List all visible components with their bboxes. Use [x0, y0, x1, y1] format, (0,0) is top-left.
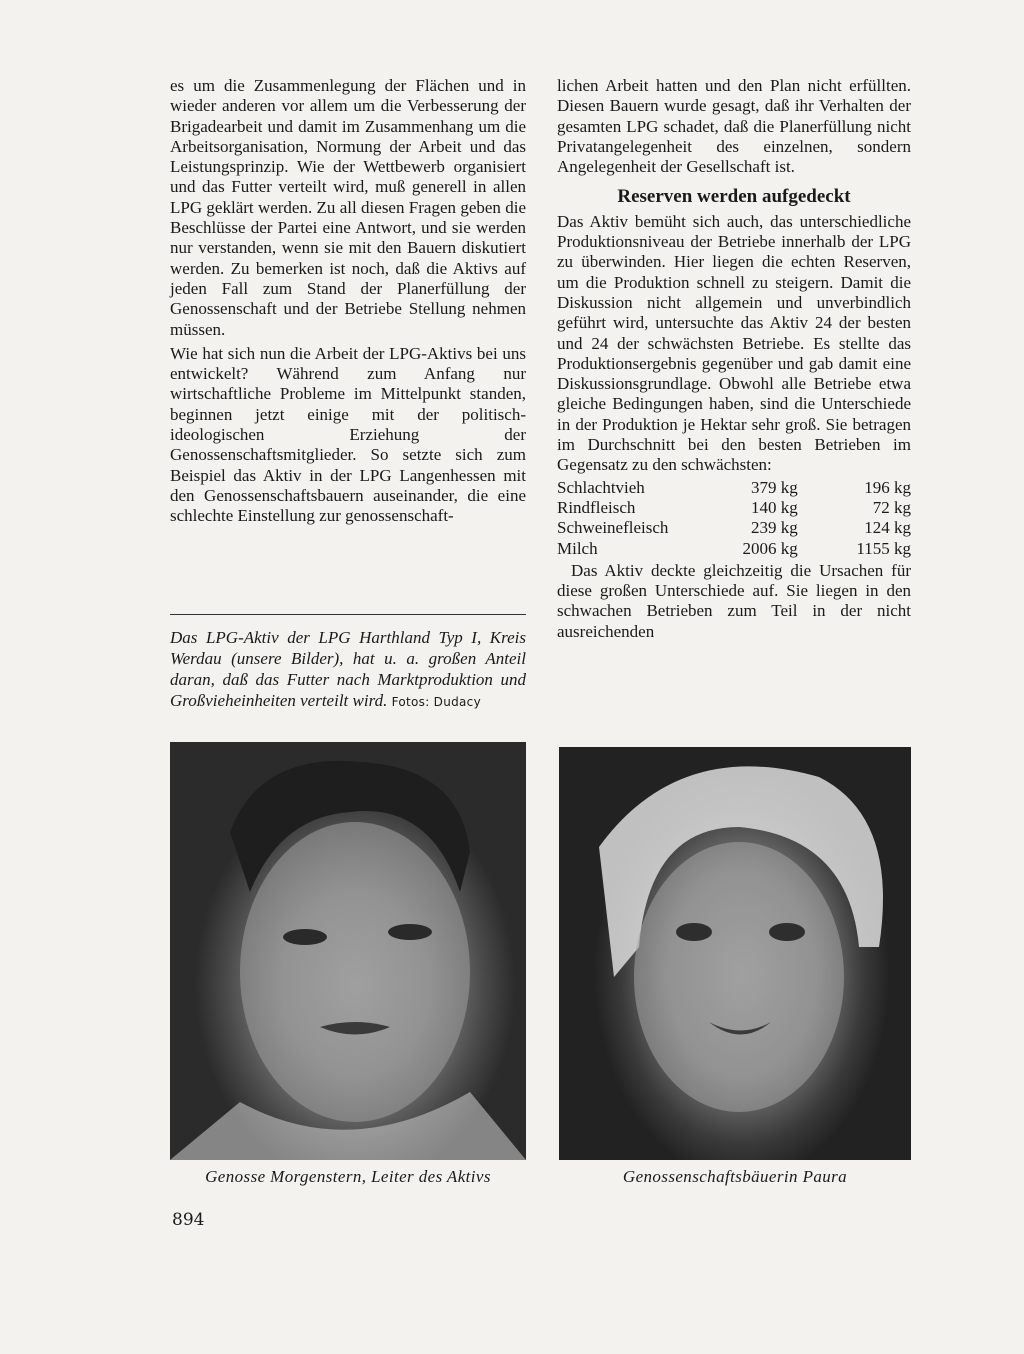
table-item: Schlachtvieh: [557, 477, 645, 497]
production-table: [557, 478, 911, 559]
right-paragraph-3: Das Aktiv deckte gleichzeitig die Ursachen für diese großen Unterschiede auf. Sie liegen in den schwachen Betrieben zum Teil in der nicht ausreichenden: [557, 560, 911, 641]
table-item: Rindfleisch: [557, 497, 636, 517]
table-row: [557, 498, 911, 518]
right-column: [557, 76, 911, 642]
photo-caption-right: Genossenschaftsbäuerin Paura: [622, 1167, 848, 1186]
table-weakest: 196 kg: [864, 477, 911, 497]
caption-text: Das LPG-Aktiv der LPG Harthland Typ I, Kreis Werdau (unsere Bilder), hat u. a. großen Anteil daran, daß das Futter nach Marktproduktion und Großvieheinheiten verteilt wird.: [170, 628, 526, 710]
table-row: [557, 518, 911, 538]
page-number: 894: [172, 1210, 205, 1230]
table-best: 140 kg: [750, 497, 798, 517]
table-item: Milch: [557, 538, 598, 558]
right-paragraph-1: lichen Arbeit hatten und den Plan nicht erfüllten. Diesen Bauern wurde gesagt, daß ihr Verhalten der gesamten LPG schadet, daß die Planerfüllung nicht Privatangelegenheit des einzelnen, sondern Angelegenheit der Gesellschaft ist.: [557, 76, 911, 177]
portrait-woman-illustration: [559, 747, 911, 1160]
table-weakest: 124 kg: [864, 518, 911, 538]
section-heading: Reserven werden aufgedeckt: [617, 186, 851, 208]
table-best: 239 kg: [750, 518, 798, 538]
table-best: 2006 kg: [742, 538, 798, 558]
table-weakest: 1155 kg: [856, 538, 911, 558]
right-paragraph-2: Das Aktiv bemüht sich auch, das unterschiedliche Produktionsniveau der Betriebe innerhalb der LPG zu überwinden. Hier liegen die echten Reserven, um die Produktion schnell zu steigern. Damit die Diskussion nicht allgemein und unverbindlich geführt wird, untersuchte das Aktiv 24 der besten und 24 der schwächsten Betriebe. Es stellte das Produktionsergebnis gegenüber und gab damit eine Diskussionsgrundlage. Obwohl alle Betriebe etwa gleiche Bedingungen haben, sind die Unterschiede in der Produktion je Hektar sehr groß. Sie betragen im Durchschnitt bei den besten Betrieben im Gegensatz zu den schwächsten:: [557, 211, 911, 475]
table-row: [557, 539, 911, 559]
portrait-man-illustration: [170, 742, 526, 1160]
table-item: Schweinefleisch: [557, 518, 669, 538]
portrait-photo-man: [170, 742, 526, 1160]
photo-credit: Fotos: Dudacy: [391, 695, 481, 709]
caption-divider: [170, 614, 526, 615]
left-paragraph-1: es um die Zusammenlegung der Flächen und in wieder anderen vor allem um die Verbesserung der Brigadearbeit und damit im Zusammenhang um die Arbeitsorganisation, Normung der Arbeit und das Leistungsprinzip. Wie der Wettbewerb organisiert und das Futter verteilt wird, muß generell in allen LPG geklärt werden. Zu all diesen Fragen geben die Beschlüsse der Partei eine Antwort, und sie werden nur verstanden, wenn sie mit den Bauern diskutiert werden. Zu bemerken ist noch, daß die Aktivs auf jeden Fall zum Stand der Planerfüllung der Genossenschaft und der Betriebe Stellung nehmen müssen.: [170, 76, 526, 339]
table-row: [557, 478, 911, 498]
portrait-photo-woman: [559, 747, 911, 1160]
table-weakest: 72 kg: [872, 497, 911, 517]
photo-caption-shared: [170, 627, 526, 713]
left-paragraph-2: Wie hat sich nun die Arbeit der LPG-Aktivs bei uns entwickelt? Während zum Anfang nur wirtschaftliche Probleme im Mittelpunkt standen, beginnen jetzt einige mit der politisch-ideologischen Erziehung der Genossenschaftsmitglieder. So setzte sich zum Beispiel das Aktiv in der LPG Langenhessen mit den Genossenschaftsbauern auseinander, die eine schlechte Einstellung zur genossenschaft-: [170, 343, 526, 526]
left-column: [170, 76, 526, 527]
table-best: 379 kg: [750, 477, 798, 497]
photo-caption-left: Genosse Morgenstern, Leiter des Aktivs: [205, 1167, 491, 1186]
